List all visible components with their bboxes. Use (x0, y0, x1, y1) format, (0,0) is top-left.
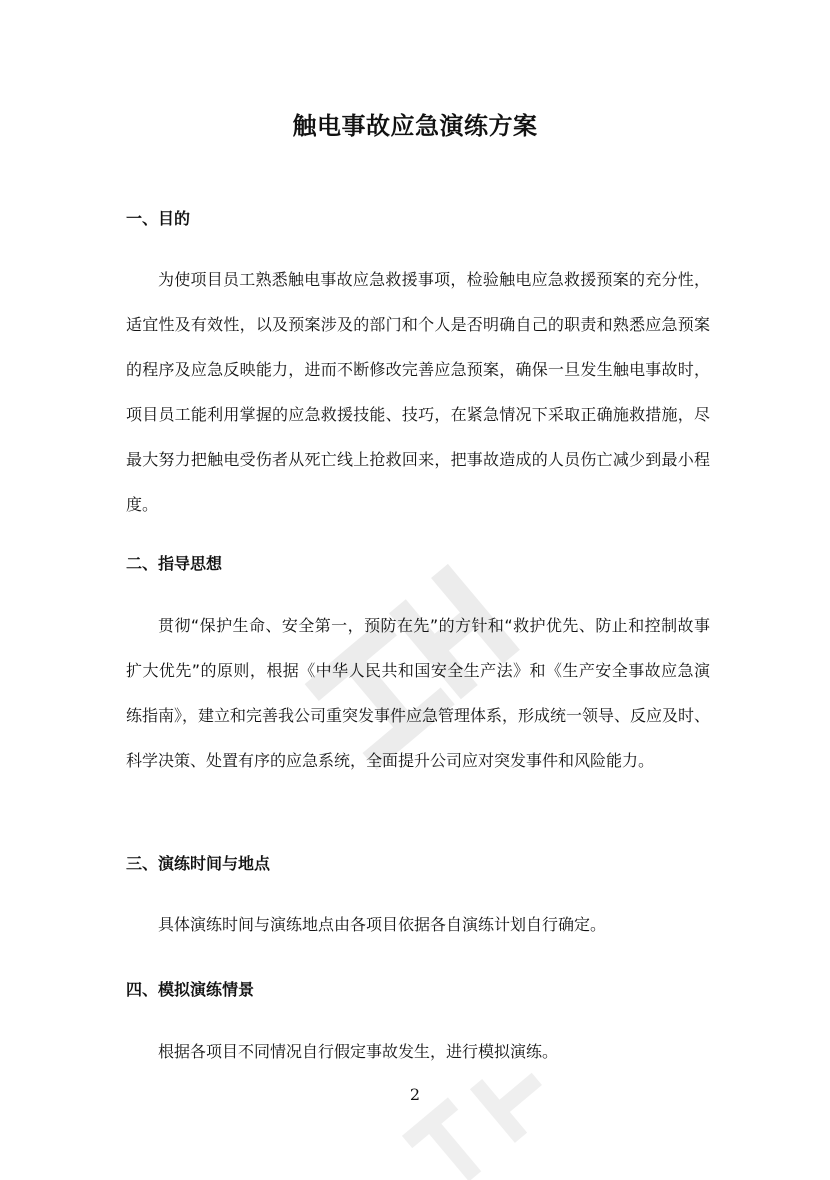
section-heading-time-and-place: 三、演练时间与地点 (126, 854, 271, 873)
section-body-guiding-ideology: 贯彻“保护生命、安全第一，预防在先”的方针和“救护优先、防止和控制故事扩大优先”的原则，根据《中华人民共和国安全生产法》和《生产安全事故应急演练指南》，建立和完善我公司重突发事件应急管理体系，形成统一领导、反应及时、科学决策、处置有序的应急系统，全面提升公司应对突发事件和风险能力。 (126, 616, 711, 770)
watermark-logo-fragment (380, 1060, 580, 1180)
page-number: 2 (409, 1085, 421, 1104)
section-body-purpose: 为使项目员工熟悉触电事故应急救援事项，检验触电应急救援预案的充分性，适宜性及有效性，以及预案涉及的部门和个人是否明确自己的职责和熟悉应急预案的程序及应急反映能力，进而不断修改完善应急预案，确保一旦发生触电事故时，项目员工能利用掌握的应急救援技能、技巧，在紧急情况下采取正确施救措施，尽最大努力把触电受伤者从死亡线上抢救回来，把事故造成的人员伤亡减少到最小程度。 (126, 270, 710, 514)
section-heading-purpose: 一、目的 (126, 209, 191, 228)
section-heading-guiding-ideology: 二、指导思想 (126, 554, 223, 573)
document-title: 触电事故应急演练方案 (292, 112, 538, 140)
section-heading-simulation-scenario: 四、模拟演练情景 (126, 980, 255, 999)
section-body-time-and-place: 具体演练时间与演练地点由各项目依据各自演练计划自行确定。 (158, 915, 607, 934)
section-body-simulation-scenario: 根据各项目不同情况自行假定事故发生，进行模拟演练。 (158, 1042, 559, 1061)
